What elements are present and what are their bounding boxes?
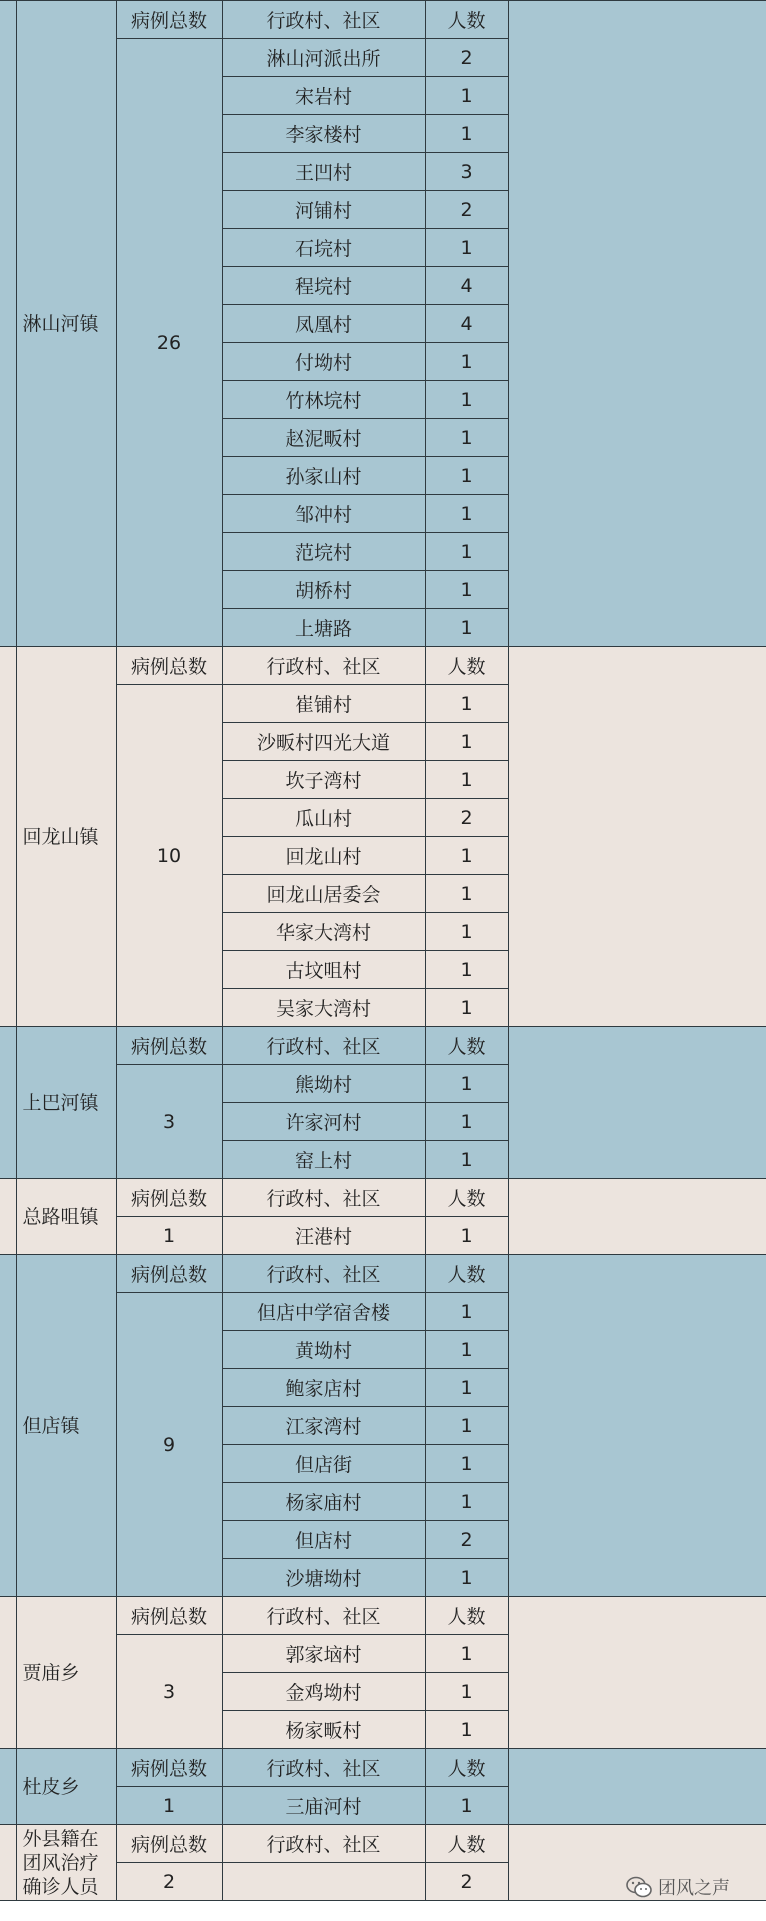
village-name: 杨家庙村 [222,1483,425,1521]
case-count: 1 [425,761,508,799]
case-count: 1 [425,1559,508,1597]
village-name: 金鸡坳村 [222,1673,425,1711]
count-header: 人数 [425,1825,508,1863]
blank-cell [508,1255,766,1597]
village-name: 程垸村 [222,267,425,305]
section-header-row [0,1179,766,1217]
case-total: 26 [116,39,222,647]
village-name: 坎子湾村 [222,761,425,799]
left-edge [0,1027,16,1179]
village-name: 回龙山村 [222,837,425,875]
section-header-row [0,1,766,39]
case-count: 1 [425,77,508,115]
case-count: 3 [425,153,508,191]
section-header-row [0,1825,766,1863]
total-header: 病例总数 [116,647,222,685]
section-header-row [0,1027,766,1065]
left-edge [0,1,16,647]
village-name: 石垸村 [222,229,425,267]
village-header: 行政村、社区 [222,1179,425,1217]
case-count: 4 [425,305,508,343]
village-name: 宋岩村 [222,77,425,115]
count-header: 人数 [425,1597,508,1635]
left-edge [0,1749,16,1825]
village-name: 但店中学宿舍楼 [222,1293,425,1331]
village-header: 行政村、社区 [222,1597,425,1635]
total-header: 病例总数 [116,1749,222,1787]
count-header: 人数 [425,1179,508,1217]
count-header: 人数 [425,1749,508,1787]
case-count: 1 [425,1635,508,1673]
case-count: 1 [425,1103,508,1141]
town-name: 上巴河镇 [16,1027,116,1179]
town-name: 淋山河镇 [16,1,116,647]
case-count: 1 [425,1673,508,1711]
village-name: 古坟咀村 [222,951,425,989]
case-count: 1 [425,229,508,267]
blank-cell [508,1597,766,1749]
village-name: 邹冲村 [222,495,425,533]
village-name: 沙塘坳村 [222,1559,425,1597]
village-name: 但店村 [222,1521,425,1559]
village-name: 沙畈村四光大道 [222,723,425,761]
left-edge [0,1179,16,1255]
village-header: 行政村、社区 [222,1825,425,1863]
total-header: 病例总数 [116,1255,222,1293]
town-name: 贾庙乡 [16,1597,116,1749]
village-name: 杨家畈村 [222,1711,425,1749]
case-total: 10 [116,685,222,1027]
village-name: 许家河村 [222,1103,425,1141]
total-header: 病例总数 [116,1597,222,1635]
case-count: 1 [425,1217,508,1255]
blank-cell [508,647,766,1027]
case-count: 1 [425,1711,508,1749]
village-name: 但店街 [222,1445,425,1483]
case-count: 1 [425,457,508,495]
total-header: 病例总数 [116,1825,222,1863]
town-name: 总路咀镇 [16,1179,116,1255]
section-header-row [0,1749,766,1787]
left-edge [0,647,16,1027]
case-count: 1 [425,1065,508,1103]
town-name: 杜皮乡 [16,1749,116,1825]
town-name: 回龙山镇 [16,647,116,1027]
village-name: 江家湾村 [222,1407,425,1445]
left-edge [0,1597,16,1749]
town-name: 外县籍在团风治疗确诊人员 [16,1825,116,1901]
case-count: 1 [425,533,508,571]
village-name: 李家楼村 [222,115,425,153]
count-header: 人数 [425,647,508,685]
case-count: 1 [425,1331,508,1369]
village-name: 竹林垸村 [222,381,425,419]
case-count: 1 [425,381,508,419]
watermark-text: 团风之声 [658,1878,730,1899]
case-count: 2 [425,1521,508,1559]
village-name: 赵泥畈村 [222,419,425,457]
section-header-row [0,1255,766,1293]
left-edge [0,1825,16,1901]
village-name: 王凹村 [222,153,425,191]
total-header: 病例总数 [116,1179,222,1217]
case-count: 1 [425,1369,508,1407]
case-count: 1 [425,837,508,875]
case-total: 2 [116,1863,222,1901]
village-name: 窑上村 [222,1141,425,1179]
case-count: 1 [425,343,508,381]
case-count: 1 [425,951,508,989]
village-name: 回龙山居委会 [222,875,425,913]
village-header: 行政村、社区 [222,647,425,685]
wechat-icon [626,1876,652,1898]
village-name [222,1863,425,1901]
village-name: 凤凰村 [222,305,425,343]
count-header: 人数 [425,1027,508,1065]
case-count: 2 [425,39,508,77]
case-count: 4 [425,267,508,305]
case-count: 2 [425,191,508,229]
case-count: 1 [425,1445,508,1483]
section-header-row [0,1597,766,1635]
case-count: 1 [425,989,508,1027]
village-name: 三庙河村 [222,1787,425,1825]
village-name: 黄坳村 [222,1331,425,1369]
case-count: 2 [425,1863,508,1901]
case-count: 1 [425,571,508,609]
case-total: 3 [116,1065,222,1179]
village-name: 上塘路 [222,609,425,647]
case-count: 1 [425,1141,508,1179]
left-edge [0,1255,16,1597]
case-count: 1 [425,685,508,723]
village-name: 河铺村 [222,191,425,229]
case-count: 1 [425,115,508,153]
total-header: 病例总数 [116,1027,222,1065]
town-name: 但店镇 [16,1255,116,1597]
case-total: 3 [116,1635,222,1749]
village-name: 崔铺村 [222,685,425,723]
blank-cell [508,1027,766,1179]
village-name: 华家大湾村 [222,913,425,951]
village-name: 范垸村 [222,533,425,571]
watermark [626,1868,766,1906]
case-count: 1 [425,913,508,951]
case-total: 9 [116,1293,222,1597]
village-name: 吴家大湾村 [222,989,425,1027]
village-name: 淋山河派出所 [222,39,425,77]
case-count: 1 [425,495,508,533]
village-name: 孙家山村 [222,457,425,495]
village-header: 行政村、社区 [222,1749,425,1787]
section-header-row [0,647,766,685]
count-header: 人数 [425,1255,508,1293]
case-count: 1 [425,609,508,647]
case-count: 1 [425,723,508,761]
count-header: 人数 [425,1,508,39]
village-name: 熊坳村 [222,1065,425,1103]
village-name: 郭家垴村 [222,1635,425,1673]
village-name: 胡桥村 [222,571,425,609]
case-count: 1 [425,419,508,457]
village-name: 鲍家店村 [222,1369,425,1407]
case-count: 1 [425,1787,508,1825]
village-name: 付坳村 [222,343,425,381]
village-header: 行政村、社区 [222,1255,425,1293]
case-total: 1 [116,1787,222,1825]
village-header: 行政村、社区 [222,1027,425,1065]
village-name: 瓜山村 [222,799,425,837]
case-count: 1 [425,875,508,913]
blank-cell [508,1749,766,1825]
case-count: 1 [425,1483,508,1521]
blank-cell [508,1179,766,1255]
village-name: 汪港村 [222,1217,425,1255]
blank-cell [508,1,766,647]
case-count: 1 [425,1407,508,1445]
case-total: 1 [116,1217,222,1255]
village-header: 行政村、社区 [222,1,425,39]
case-count: 2 [425,799,508,837]
case-count: 1 [425,1293,508,1331]
total-header: 病例总数 [116,1,222,39]
